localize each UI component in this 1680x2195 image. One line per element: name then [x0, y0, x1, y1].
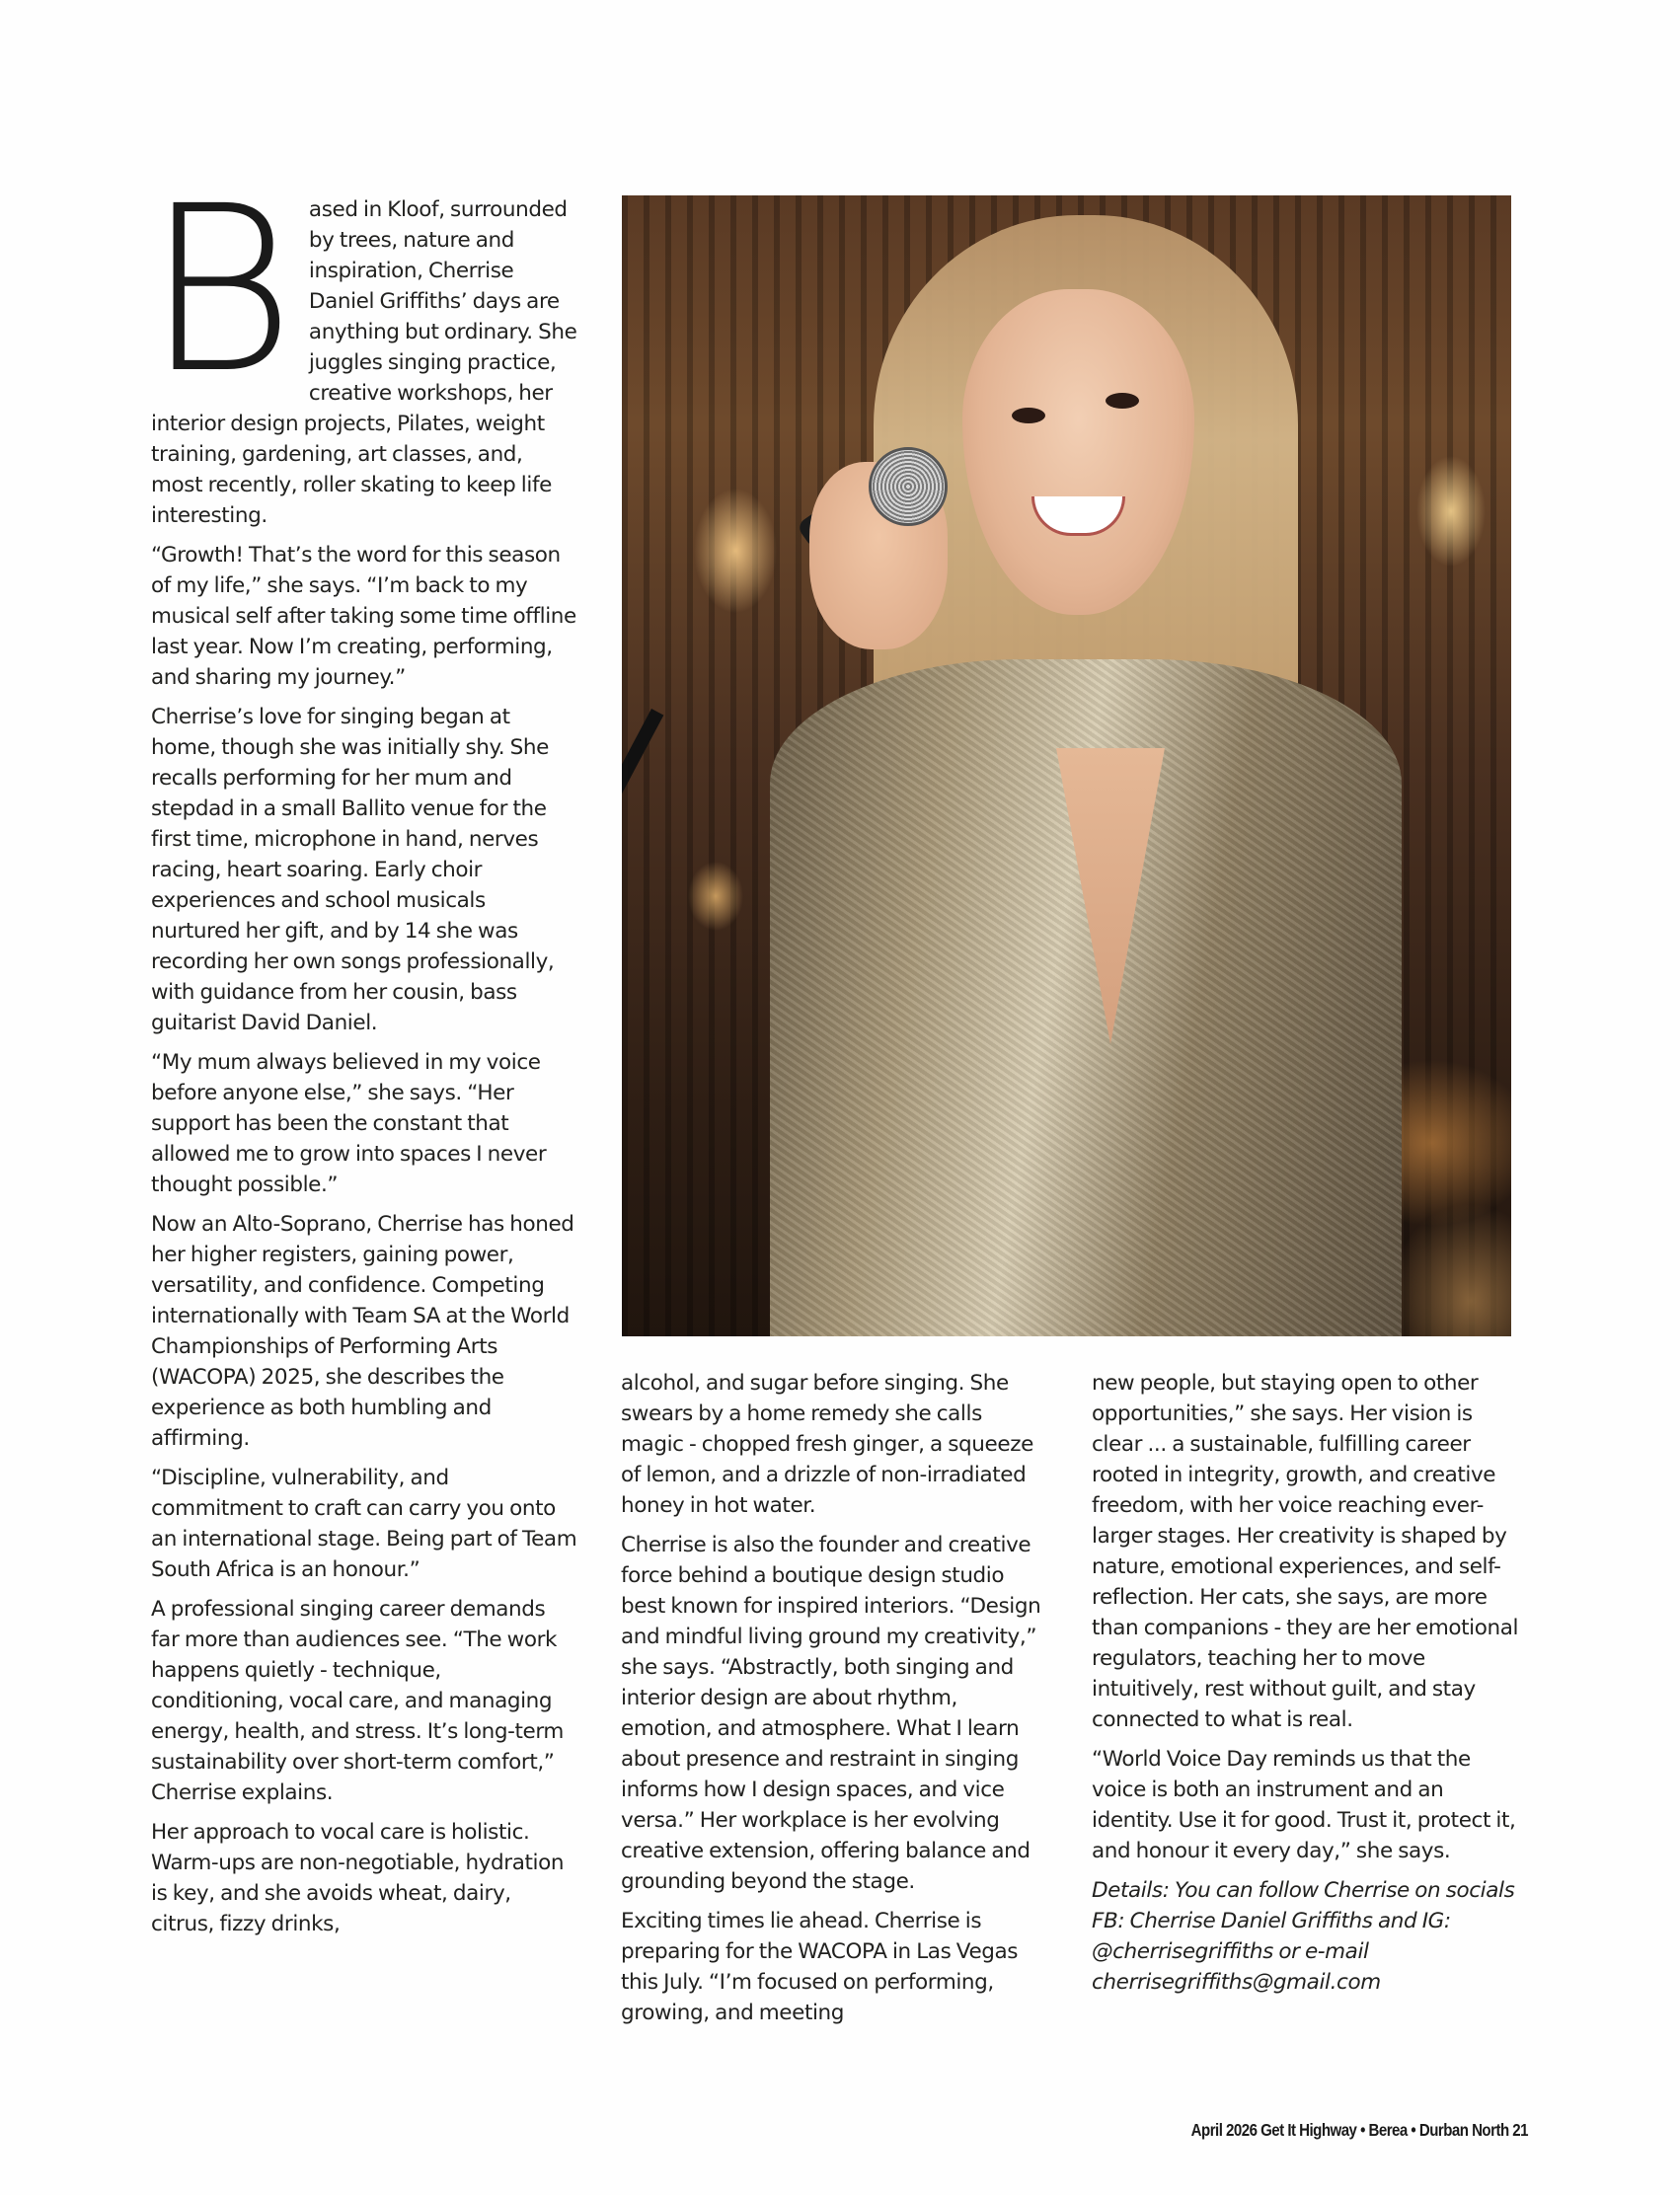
article-column-middle [621, 1368, 1047, 2037]
photo-eye-right [1106, 393, 1139, 409]
microphone-icon [869, 447, 948, 526]
singer-photo [622, 195, 1511, 1336]
article-column-right [1092, 1368, 1526, 2006]
photo-eye-left [1012, 408, 1045, 423]
article-paragraph: Now an Alto-Soprano, Cherrise has honed her higher registers, gaining power, versatility, and confidence. Competing internationally with Team SA at the World Championships of Performing Arts (WACOPA) 2025, she describes the experience as both humbling and affirming. [151, 1212, 574, 1451]
drop-cap: B [145, 157, 295, 423]
article-paragraph: new people, but staying open to other opportunities,” she says. Her vision is clear ... a sustainable, fulfilling career rooted in integrity, growth, and creative freedom, with her voice reaching ever-larger stages. Her creativity is shaped by nature, emotional experiences, and self-reflection. Her cats, she says, are more than companions - they are her emotional regulators, teaching her to move intuitively, rest without guilt, and stay connected to what is real. [1092, 1371, 1519, 1732]
contact-details: Details: You can follow Cherrise on socials FB: Cherrise Daniel Griffiths and IG: @cherrisegriffiths or e-mail cherrisegriffiths@gmail.com [1092, 1878, 1515, 1995]
article-column-left [145, 157, 577, 1948]
article-paragraph: “World Voice Day reminds us that the voice is both an instrument and an identity. Use it for good. Trust it, protect it, and honour it every day,” she says. [1092, 1747, 1516, 1863]
mic-stand [622, 709, 663, 1336]
article-paragraph: “My mum always believed in my voice before anyone else,” she says. “Her support has been the constant that allowed me to grow into spaces I never thought possible.” [151, 1050, 547, 1197]
article-paragraph: Exciting times lie ahead. Cherrise is preparing for the WACOPA in Las Vegas this July. “I’m focused on performing, growing, and meeting [621, 1909, 1019, 2025]
article-paragraph: “Discipline, vulnerability, and commitment to craft can carry you onto an international stage. Being part of Team South Africa is an honour.” [151, 1466, 577, 1582]
article-paragraph: alcohol, and sugar before singing. She swears by a home remedy she calls magic - chopped fresh ginger, a squeeze of lemon, and a drizzle of non-irradiated honey in hot water. [621, 1371, 1033, 1518]
article-paragraph: A professional singing career demands far more than audiences see. “The work happens quietly - technique, conditioning, vocal care, and managing energy, health, and stress. It’s long-term sustainability over short-term comfort,” Cherrise explains. [151, 1597, 564, 1805]
article-paragraph: “Growth! That’s the word for this season of my life,” she says. “I’m back to my musical self after taking some time offline last year. Now I’m creating, performing, and sharing my journey.” [151, 543, 576, 690]
article-paragraph: Cherrise is also the founder and creative force behind a boutique design studio best known for inspired interiors. “Design and mindful living ground my creativity,” she says. “Abstractly, both singing and interior design are about rhythm, emotion, and atmosphere. What I learn about presence and restraint in singing informs how I design spaces, and vice versa.” Her workplace is her evolving creative extension, offering balance and grounding beyond the stage. [621, 1533, 1041, 1894]
article-paragraph-intro [145, 157, 577, 531]
page-footer: April 2026 Get It Highway • Berea • Durban North 21 [1190, 2120, 1528, 2140]
article-paragraph: Cherrise’s love for singing began at home, though she was initially shy. She recalls performing for her mum and stepdad in a small Ballito venue for the first time, microphone in hand, nerves racing, heart soaring. Early choir experiences and school musicals nurtured her gift, and by 14 she was recording her own songs professionally, with guidance from her cousin, bass guitarist David Daniel. [151, 705, 555, 1035]
article-paragraph: Her approach to vocal care is holistic. Warm-ups are non-negotiable, hydration is key, and she avoids wheat, dairy, citrus, fizzy drinks, [151, 1820, 565, 1936]
intro-text: ased in Kloof, surrounded by trees, nature and inspiration, Cherrise Daniel Griffiths’ days are anything but ordinary. She juggles singing practice, creative workshops, her interior design projects, Pilates, weight training, gardening, art classes, and, most recently, roller skating to keep life interesting. [151, 197, 577, 528]
